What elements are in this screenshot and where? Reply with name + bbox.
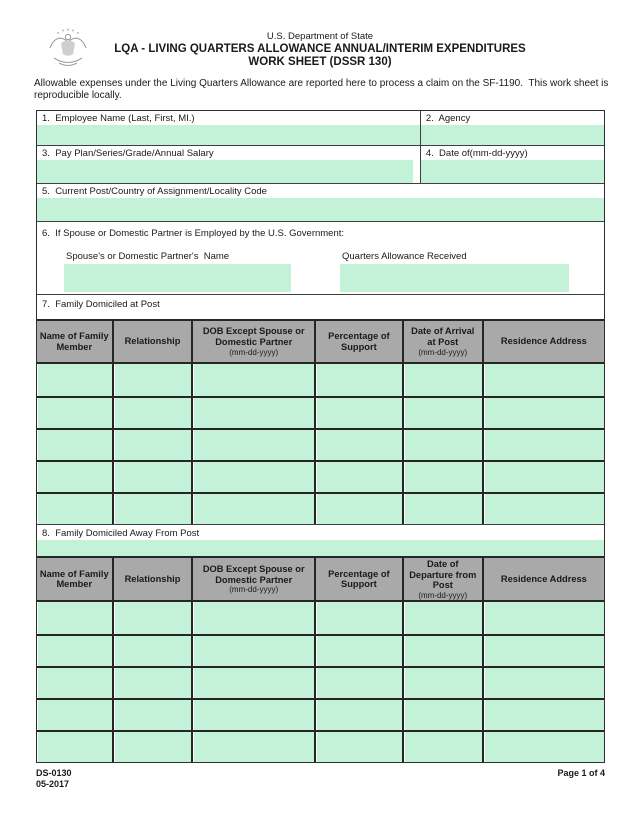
quarters-allowance-input[interactable] <box>340 264 569 292</box>
table-cell-input[interactable] <box>114 494 194 524</box>
table-cell-input[interactable] <box>193 732 315 762</box>
table-row <box>37 730 604 762</box>
spouse-name-label: Spouse's or Domestic Partner's Name <box>66 251 230 262</box>
current-post-input[interactable] <box>37 198 604 221</box>
department-name: U.S. Department of State <box>266 31 374 42</box>
table-cell-input[interactable] <box>193 668 315 698</box>
section-family-at-post <box>37 294 604 319</box>
form-number: DS-0130 <box>36 768 72 778</box>
employee-name-label: 1. Employee Name (Last, First, MI.) <box>42 113 195 124</box>
table-cell-input[interactable] <box>484 398 604 428</box>
field-row-1-2 <box>37 111 604 145</box>
table-cell-input[interactable] <box>316 430 404 460</box>
table-cell-input[interactable] <box>37 732 114 762</box>
table-cell-input[interactable] <box>316 494 404 524</box>
spouse-employed-label: 6. If Spouse or Domestic Partner is Employed by the U.S. Government: <box>42 228 345 239</box>
page-indicator: Page 1 of 4 <box>557 768 605 778</box>
table-cell-input[interactable] <box>484 364 604 396</box>
form-title-line1: LQA - LIVING QUARTERS ALLOWANCE ANNUAL/INTERIM EXPENDITURES <box>114 43 526 55</box>
table-cell-input[interactable] <box>37 462 114 492</box>
table-cell-input[interactable] <box>114 364 194 396</box>
family-away-input-strip[interactable] <box>37 540 604 556</box>
family-at-post-table-header <box>37 321 604 364</box>
table-cell-input[interactable] <box>316 364 404 396</box>
date-of-label: 4. Date of(mm-dd-yyyy) <box>425 148 528 159</box>
field-employee-name <box>37 111 421 145</box>
table-cell-input[interactable] <box>193 636 315 666</box>
col-header-residence-address: Residence Address <box>500 574 587 585</box>
table-cell-input[interactable] <box>37 668 114 698</box>
pay-plan-input[interactable] <box>37 160 413 183</box>
table-row <box>37 698 604 730</box>
table-cell-input[interactable] <box>193 364 315 396</box>
section-family-away-from-post <box>37 524 604 556</box>
table-cell-input[interactable] <box>316 602 404 634</box>
table-cell-input[interactable] <box>404 462 484 492</box>
family-away-table-header <box>37 558 604 602</box>
table-cell-input[interactable] <box>37 398 114 428</box>
form-header <box>0 0 640 69</box>
table-cell-input[interactable] <box>484 602 604 634</box>
table-cell-input[interactable] <box>193 430 315 460</box>
field-pay-plan <box>37 146 421 183</box>
table-cell-input[interactable] <box>37 494 114 524</box>
table-cell-input[interactable] <box>114 700 194 730</box>
table-cell-input[interactable] <box>114 602 194 634</box>
col-header-residence-address: Residence Address <box>500 336 587 347</box>
table-row <box>37 364 604 396</box>
col-header-relationship: Relationship <box>114 321 194 362</box>
table-cell-input[interactable] <box>193 462 315 492</box>
table-cell-input[interactable] <box>193 398 315 428</box>
table-cell-input[interactable] <box>316 668 404 698</box>
spouse-name-input[interactable] <box>64 264 291 292</box>
col-header-percentage-of-support: Percentage of Support <box>316 321 404 362</box>
table-cell-input[interactable] <box>316 700 404 730</box>
table-cell-input[interactable] <box>484 732 604 762</box>
table-cell-input[interactable] <box>484 700 604 730</box>
table-cell-input[interactable] <box>404 364 484 396</box>
table-cell-input[interactable] <box>114 668 194 698</box>
col-header-dob: DOB Except Spouse or Domestic Partner (mm-dd-yyyy) <box>193 321 315 362</box>
table-cell-input[interactable] <box>484 462 604 492</box>
col-header-name-of-family-member: Name of Family Member <box>37 321 114 362</box>
agency-label: 2. Agency <box>425 113 471 124</box>
table-cell-input[interactable] <box>37 636 114 666</box>
table-cell-input[interactable] <box>114 398 194 428</box>
form-body <box>36 110 605 763</box>
us-department-of-state-seal-icon <box>46 27 90 71</box>
field-row-3-4 <box>37 145 604 183</box>
form-number-block <box>36 768 72 789</box>
table-cell-input[interactable] <box>404 700 484 730</box>
table-cell-input[interactable] <box>316 636 404 666</box>
table-row <box>37 492 604 524</box>
table-cell-input[interactable] <box>404 636 484 666</box>
field-row-5 <box>37 183 604 221</box>
table-cell-input[interactable] <box>37 364 114 396</box>
current-post-label: 5. Current Post/Country of Assignment/Locality Code <box>42 186 267 197</box>
family-at-post-label: 7. Family Domiciled at Post <box>42 299 160 310</box>
form-instructions: Allowable expenses under the Living Quarters Allowance are reported here to process a claim on the SF-1190. This work sheet is reproducible locally. <box>34 78 612 101</box>
agency-input[interactable] <box>421 125 604 145</box>
field-agency <box>421 111 604 145</box>
table-row <box>37 428 604 460</box>
col-header-name-of-family-member: Name of Family Member <box>37 558 114 601</box>
table-cell-input[interactable] <box>193 494 315 524</box>
col-header-relationship: Relationship <box>114 558 194 601</box>
table-cell-input[interactable] <box>37 602 114 634</box>
quarters-allowance-label: Quarters Allowance Received <box>342 251 467 262</box>
employee-name-input[interactable] <box>37 125 420 145</box>
table-cell-input[interactable] <box>316 462 404 492</box>
table-cell-input[interactable] <box>404 668 484 698</box>
table-cell-input[interactable] <box>404 430 484 460</box>
table-cell-input[interactable] <box>484 494 604 524</box>
section-spouse-employed <box>37 221 604 294</box>
table-cell-input[interactable] <box>404 398 484 428</box>
family-away-label: 8. Family Domiciled Away From Post <box>42 528 200 539</box>
table-cell-input[interactable] <box>37 430 114 460</box>
table-cell-input[interactable] <box>404 732 484 762</box>
quarters-allowance-group <box>340 251 569 292</box>
table-row <box>37 396 604 428</box>
table-cell-input[interactable] <box>114 732 194 762</box>
field-current-post <box>37 184 604 221</box>
table-cell-input[interactable] <box>316 398 404 428</box>
table-cell-input[interactable] <box>37 700 114 730</box>
pay-plan-label: 3. Pay Plan/Series/Grade/Annual Salary <box>42 148 214 159</box>
table-cell-input[interactable] <box>114 462 194 492</box>
table-cell-input[interactable] <box>114 430 194 460</box>
field-date-of <box>421 146 604 183</box>
table-cell-input[interactable] <box>484 636 604 666</box>
table-cell-input[interactable] <box>404 602 484 634</box>
table-cell-input[interactable] <box>193 700 315 730</box>
family-at-post-table <box>37 319 604 524</box>
col-header-date-of-departure: Date of Departure from Post (mm-dd-yyyy) <box>404 558 484 601</box>
table-row <box>37 666 604 698</box>
table-cell-input[interactable] <box>316 732 404 762</box>
table-cell-input[interactable] <box>114 636 194 666</box>
table-row <box>37 460 604 492</box>
form-footer <box>36 768 605 789</box>
spouse-name-group <box>64 251 291 292</box>
table-cell-input[interactable] <box>404 494 484 524</box>
table-cell-input[interactable] <box>193 602 315 634</box>
col-header-dob: DOB Except Spouse or Domestic Partner (mm-dd-yyyy) <box>193 558 315 601</box>
table-row <box>37 602 604 634</box>
col-header-date-of-arrival: Date of Arrival at Post (mm-dd-yyyy) <box>404 321 484 362</box>
family-away-table <box>37 556 604 762</box>
date-of-input[interactable] <box>421 160 604 183</box>
table-cell-input[interactable] <box>484 430 604 460</box>
form-title-line2: WORK SHEET (DSSR 130) <box>248 56 392 68</box>
table-row <box>37 634 604 666</box>
form-revision: 05-2017 <box>36 778 70 789</box>
table-cell-input[interactable] <box>484 668 604 698</box>
col-header-percentage-of-support: Percentage of Support <box>316 558 404 601</box>
